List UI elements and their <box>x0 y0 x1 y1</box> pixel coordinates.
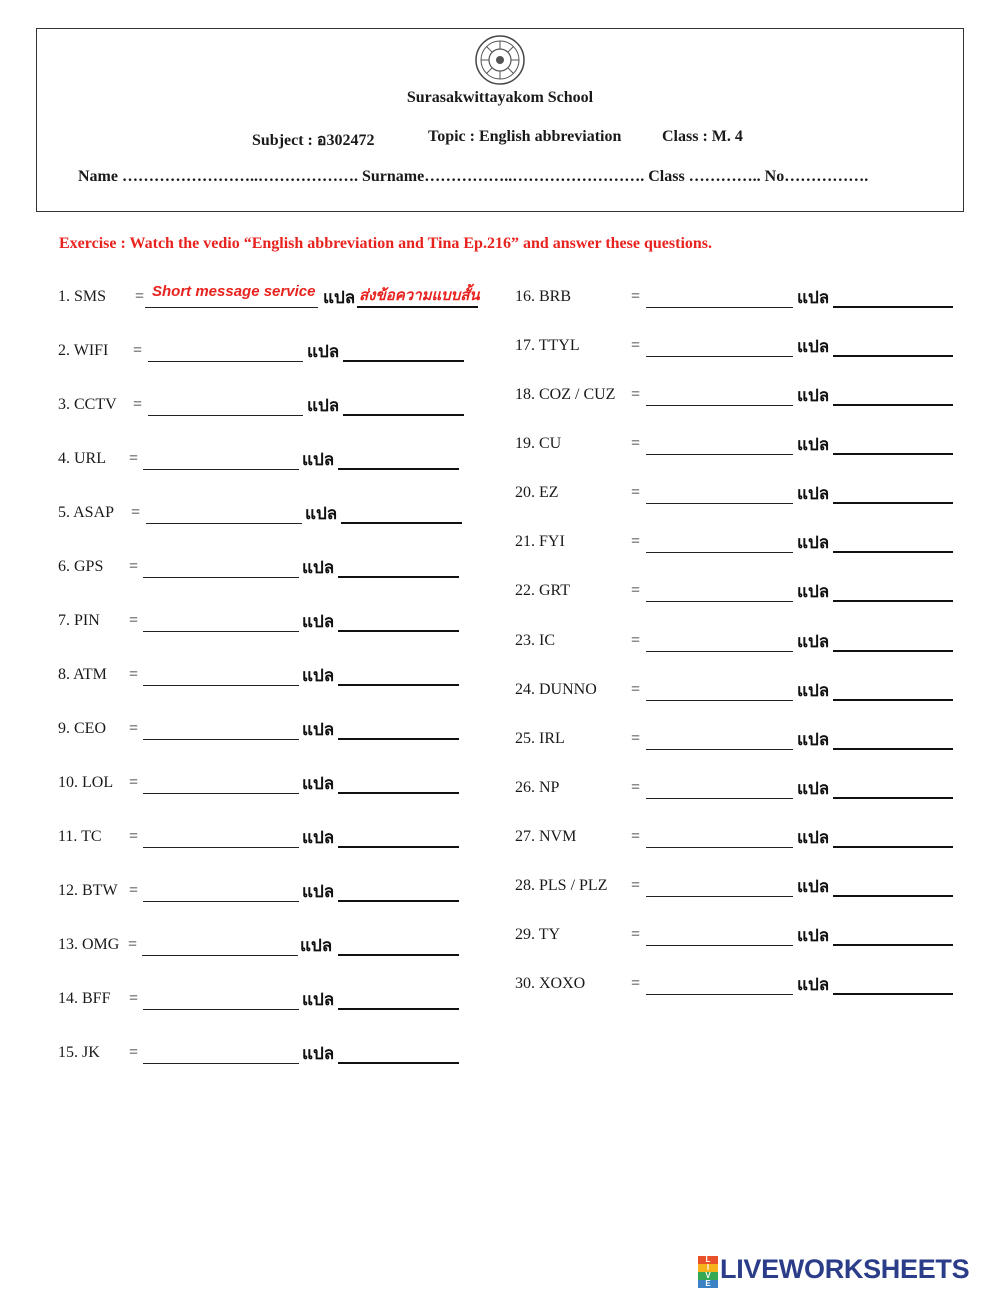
meaning-blank[interactable] <box>646 896 793 897</box>
translation-blank[interactable] <box>833 993 953 995</box>
question-label: 11. TC <box>58 828 102 845</box>
question-label: 22. GRT <box>515 582 571 599</box>
translate-label: แปล <box>302 720 335 740</box>
translation-blank[interactable] <box>833 502 953 504</box>
question-label: 19. CU <box>515 435 562 452</box>
translation-blank[interactable] <box>338 630 459 632</box>
equals-sign: = <box>631 828 641 845</box>
translate-label: แปล <box>797 681 830 701</box>
equals-sign: = <box>631 337 641 354</box>
equals-sign: = <box>129 990 139 1007</box>
translation-blank[interactable] <box>343 360 464 362</box>
translate-label: แปล <box>302 774 335 794</box>
meaning-blank[interactable] <box>646 749 793 750</box>
question-label: 28. PLS / PLZ <box>515 877 608 894</box>
translate-label: แปล <box>797 288 830 308</box>
translation-blank[interactable] <box>833 551 953 553</box>
translation-blank[interactable] <box>833 846 953 848</box>
meaning-blank[interactable] <box>646 994 793 995</box>
live-logo-letter: I <box>698 1264 718 1272</box>
equals-sign: = <box>131 504 141 521</box>
equals-sign: = <box>631 582 641 599</box>
translate-label: แปล <box>323 288 356 308</box>
translation-blank[interactable] <box>338 846 459 848</box>
equals-sign: = <box>631 435 641 452</box>
translate-label: แปล <box>302 990 335 1010</box>
question-label: 7. PIN <box>58 612 100 629</box>
translate-label: แปล <box>797 730 830 750</box>
question-label: 16. BRB <box>515 288 572 305</box>
translation-blank[interactable] <box>833 650 953 652</box>
translation-blank[interactable] <box>338 792 459 794</box>
question-label: 25. IRL <box>515 730 565 747</box>
meaning-blank[interactable] <box>646 798 793 799</box>
equals-sign: = <box>133 342 143 359</box>
equals-sign: = <box>129 612 139 629</box>
meaning-blank[interactable] <box>646 552 793 553</box>
meaning-blank[interactable] <box>142 955 298 956</box>
meaning-blank[interactable] <box>143 847 299 848</box>
equals-sign: = <box>631 533 641 550</box>
translation-blank[interactable] <box>338 900 459 902</box>
question-label: 18. COZ / CUZ <box>515 386 616 403</box>
meaning-blank[interactable] <box>646 601 793 602</box>
equals-sign: = <box>631 681 641 698</box>
translate-label: แปล <box>797 386 830 406</box>
meaning-blank[interactable] <box>143 793 299 794</box>
question-label: 2. WIFI <box>58 342 109 359</box>
translate-label: แปล <box>797 926 830 946</box>
question-label: 29. TY <box>515 926 561 943</box>
translate-label: แปล <box>797 337 830 357</box>
question-label: 10. LOL <box>58 774 114 791</box>
brand-name: LIVEWORKSHEETS <box>720 1254 970 1284</box>
question-label: 8. ATM <box>58 666 107 683</box>
meaning-blank[interactable] <box>646 945 793 946</box>
translation-blank[interactable] <box>833 404 953 406</box>
equals-sign: = <box>129 450 139 467</box>
meaning-blank[interactable] <box>143 1063 299 1064</box>
translate-label: แปล <box>797 484 830 504</box>
meaning-blank[interactable] <box>143 469 299 470</box>
equals-sign: = <box>631 975 641 992</box>
student-info-line: Name ……………………..………………. Surname……………..……………………. Class ………….. No……………. <box>78 168 869 185</box>
question-label: 14. BFF <box>58 990 111 1007</box>
translation-blank[interactable] <box>341 522 462 524</box>
translate-label: แปล <box>797 779 830 799</box>
translate-label: แปล <box>797 877 830 897</box>
equals-sign: = <box>129 774 139 791</box>
question-label: 20. EZ <box>515 484 559 501</box>
question-label: 3. CCTV <box>58 396 117 413</box>
translation-blank[interactable] <box>833 895 953 897</box>
translate-label: แปล <box>302 1044 335 1064</box>
meaning-blank[interactable] <box>148 415 303 416</box>
q1-translation-answer[interactable]: ส่งข้อความแบบสั้น <box>359 287 480 304</box>
question-label: 13. OMG <box>58 936 120 953</box>
equals-sign: = <box>129 1044 139 1061</box>
translate-label: แปล <box>797 435 830 455</box>
equals-sign: = <box>129 882 139 899</box>
meaning-blank[interactable] <box>646 307 793 308</box>
question-label: 1. SMS <box>58 288 107 305</box>
translation-blank[interactable] <box>833 748 953 750</box>
translate-label: แปล <box>305 504 338 524</box>
equals-sign: = <box>133 396 143 413</box>
translation-blank[interactable] <box>833 944 953 946</box>
translation-blank[interactable] <box>833 355 953 357</box>
meaning-blank[interactable] <box>143 901 299 902</box>
question-label: 12. BTW <box>58 882 118 899</box>
question-label: 23. IC <box>515 632 555 649</box>
meaning-blank[interactable] <box>143 577 299 578</box>
equals-sign: = <box>135 288 145 305</box>
equals-sign: = <box>129 558 139 575</box>
question-label: 5. ASAP <box>58 504 115 521</box>
equals-sign: = <box>631 779 641 796</box>
translate-label: แปล <box>307 396 340 416</box>
school-seal-logo <box>474 34 526 86</box>
meaning-blank[interactable] <box>143 739 299 740</box>
question-label: 6. GPS <box>58 558 104 575</box>
live-logo-letter: L <box>698 1256 718 1264</box>
translate-label: แปล <box>302 612 335 632</box>
meaning-blank[interactable] <box>143 685 299 686</box>
equals-sign: = <box>631 926 641 943</box>
meaning-blank[interactable] <box>646 651 793 652</box>
question-label: 30. XOXO <box>515 975 586 992</box>
meaning-blank[interactable] <box>646 503 793 504</box>
translation-blank[interactable] <box>338 468 459 470</box>
equals-sign: = <box>129 720 139 737</box>
meaning-blank[interactable] <box>646 356 793 357</box>
translation-blank[interactable] <box>338 1008 459 1010</box>
translate-label: แปล <box>797 828 830 848</box>
question-label: 15. JK <box>58 1044 100 1061</box>
live-logo-letter: E <box>698 1280 718 1288</box>
meaning-blank[interactable] <box>646 847 793 848</box>
translation-blank[interactable] <box>338 1062 459 1064</box>
meaning-blank[interactable] <box>148 361 303 362</box>
equals-sign: = <box>129 828 139 845</box>
live-logo-letter: V <box>698 1272 718 1280</box>
liveworksheets-brand <box>698 1254 970 1288</box>
translate-label: แปล <box>797 533 830 553</box>
equals-sign: = <box>631 484 641 501</box>
equals-sign: = <box>631 877 641 894</box>
question-label: 9. CEO <box>58 720 106 737</box>
translate-label: แปล <box>797 632 830 652</box>
q1-meaning-answer[interactable]: Short message service <box>152 283 316 300</box>
meaning-blank[interactable] <box>143 631 299 632</box>
subject-code: Subject : อ302472 <box>252 132 375 149</box>
equals-sign: = <box>631 288 641 305</box>
translate-label: แปล <box>302 666 335 686</box>
question-label: 17. TTYL <box>515 337 580 354</box>
translation-blank[interactable] <box>833 797 953 799</box>
live-logo-icon <box>698 1254 718 1288</box>
meaning-blank[interactable] <box>646 454 793 455</box>
exercise-instruction: Exercise : Watch the vedio “English abbreviation and Tina Ep.216” and answer these questions. <box>59 235 713 252</box>
class-label: Class : M. 4 <box>662 128 743 145</box>
translation-blank[interactable] <box>338 684 459 686</box>
meaning-blank[interactable] <box>146 523 302 524</box>
translate-label: แปล <box>300 936 333 956</box>
translate-label: แปล <box>307 342 340 362</box>
equals-sign: = <box>631 632 641 649</box>
translate-label: แปล <box>797 975 830 995</box>
question-label: 4. URL <box>58 450 106 467</box>
question-label: 26. NP <box>515 779 560 796</box>
meaning-blank[interactable] <box>143 1009 299 1010</box>
translation-blank[interactable] <box>833 306 953 308</box>
equals-sign: = <box>631 386 641 403</box>
translation-blank[interactable] <box>833 699 953 701</box>
translate-label: แปล <box>797 582 830 602</box>
translation-blank[interactable] <box>833 453 953 455</box>
translate-label: แปล <box>302 828 335 848</box>
translate-label: แปล <box>302 882 335 902</box>
translation-blank[interactable] <box>833 600 953 602</box>
translate-label: แปล <box>302 558 335 578</box>
translation-blank[interactable] <box>338 576 459 578</box>
topic-label: Topic : English abbreviation <box>428 128 622 145</box>
meaning-blank[interactable] <box>646 405 793 406</box>
question-label: 27. NVM <box>515 828 577 845</box>
meaning-blank[interactable] <box>145 307 318 308</box>
equals-sign: = <box>128 936 138 953</box>
translate-label: แปล <box>302 450 335 470</box>
translation-blank[interactable] <box>338 738 459 740</box>
question-label: 21. FYI <box>515 533 565 550</box>
equals-sign: = <box>129 666 139 683</box>
question-label: 24. DUNNO <box>515 681 597 698</box>
school-name: Surasakwittayakom School <box>406 89 594 106</box>
translation-blank[interactable] <box>343 414 464 416</box>
equals-sign: = <box>631 730 641 747</box>
meaning-blank[interactable] <box>646 700 793 701</box>
translation-blank[interactable] <box>338 954 459 956</box>
